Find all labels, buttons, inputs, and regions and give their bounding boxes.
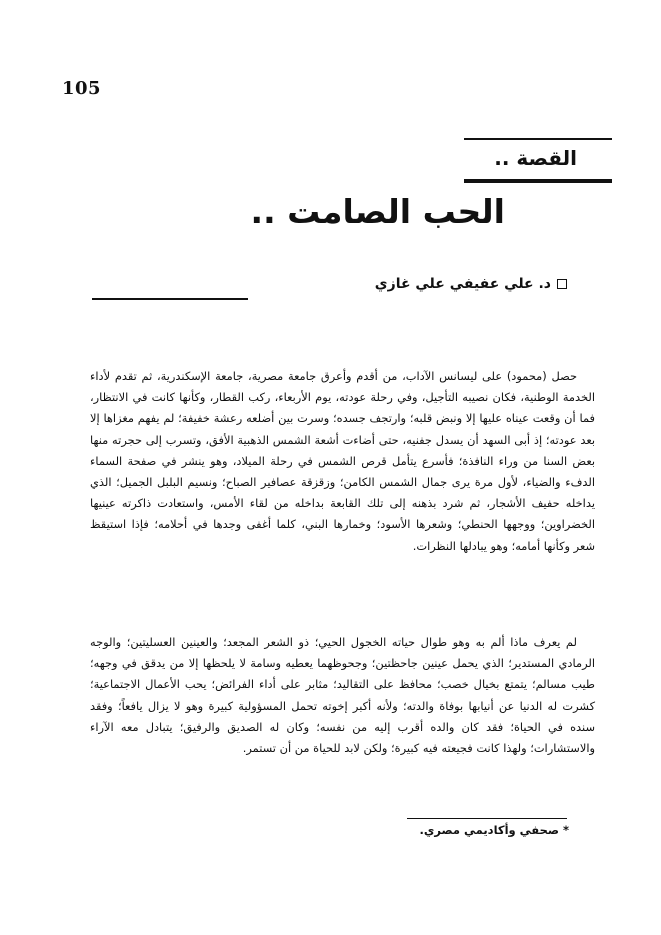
section-rule-bottom (464, 179, 612, 183)
square-bullet-icon (557, 279, 567, 289)
author-byline (375, 276, 567, 292)
story-title: الحب الصامت .. (250, 192, 505, 231)
section-rule-top (464, 138, 612, 140)
author-name: د. علي عفيفي علي غازي (374, 276, 551, 292)
section-label: القصة .. (494, 146, 577, 170)
footnote-rule (407, 818, 567, 819)
paragraph-text: لم يعرف ماذا ألم به وهو طوال حياته الخجول الحيي؛ ذو الشعر المجعد؛ والعينين العسليتين؛ والوجه الرمادي المستدير؛ الذي يحمل عينين جاحظتين؛ وجحوظهما يعطيه وسامة لا يلحظها إلا من يدقق في وجهه؛ طيب مسالم؛ يتمتع بخيال خصب؛ محافظ على التقاليد؛ مثابر على أداء الفرائض؛ يحب الأعمال الاجتماعية؛ كشرت له الدنيا عن أنيابها بوفاة والدته؛ ولأنه أكبر إخوته تحمل المسؤولية كبيرة وهو لا يزال يافعاً؛ وفقد سنده في الحياة؛ فقد كان والده أقرب إليه من نفسه؛ وكان له الصديق والرفيق؛ يتبادل معه الآراء والاستشارات؛ ولهذا كانت فجيعته فيه كبيرة؛ ولكن لابد للحياة من أن تستمر. (90, 635, 595, 756)
byline-rule (92, 298, 248, 300)
page-number: 105 (62, 78, 102, 99)
author-footnote: * صحفي وأكاديمي مصري. (419, 823, 569, 837)
paragraph-text: حصل (محمود) على ليسانس الآداب، من أقدم وأعرق جامعة مصرية، جامعة الإسكندرية، ثم تقدم لأداء الخدمة الوطنية، فكان نصيبه التأجيل، وفي رحلة عودته، يوم الأربعاء، ركب القطار، وكأنها كانت في الانتظار، فما أن وقعت عيناه عليها إلا ونبض قلبه؛ وارتجف جسده؛ وسرت بين أضلعه رعشة خفيفة؛ لم يفهم مغزاها إلا بعد عودته؛ إذ أبى السهد أن يسدل جفنيه، حتى أضاءت أشعة الشمس الذهبية الأفق، وتسرب إلى حجرته منها بعض السنا من وراء النافذة؛ فأسرع يتأمل قرص الشمس في رحلة الميلاد، وهو ينشر في صفحة السماء الدفء والضياء، لأول مرة يرى جمال الشمس الكامن؛ وزقزقة عصافير الصباح؛ ونسيم البلبل الجميل؛ الذي يداخله حفيف الأشجار، ثم شرد بذهنه إلى تلك القابعة بداخله من لقاء الأمس، واستعادت ذاكرته عينيها الخضراوين؛ ووجهها الحنطي؛ وشعرها الأسود؛ وخمارها البني، كلما أغفى وجدها في أحلامه؛ فإذا استيقظ شعر وكأنها أمامه؛ وهو يبادلها النظرات. (90, 369, 595, 553)
body-paragraph-1 (90, 366, 595, 557)
body-paragraph-2 (90, 632, 595, 759)
